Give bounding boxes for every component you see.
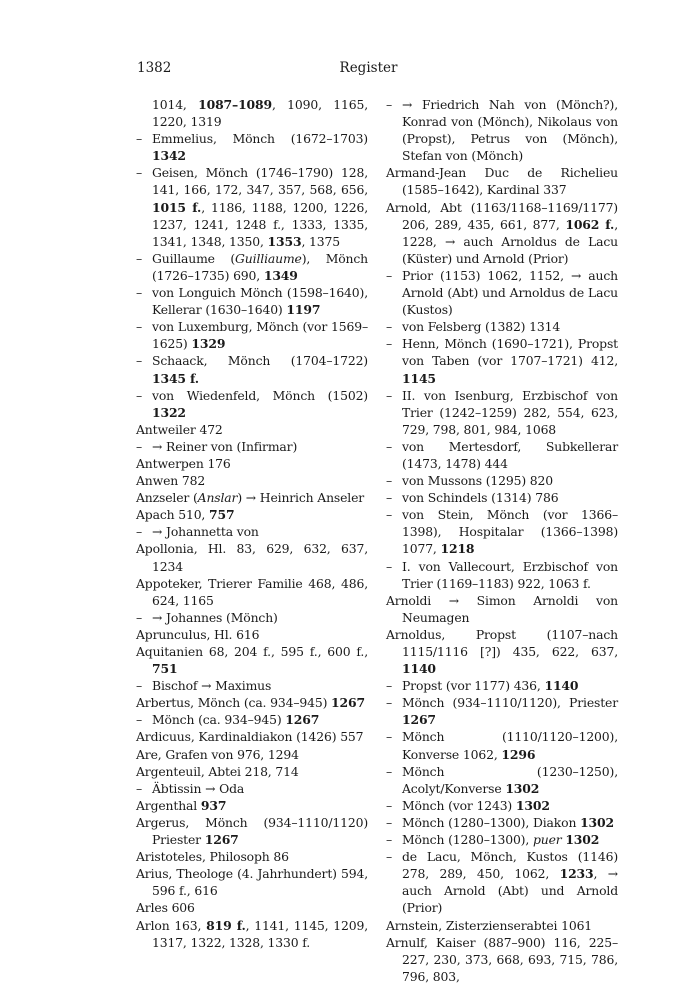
entry-text: → Johannetta von	[152, 524, 259, 540]
entry-text: Mönch (934–1110/1120), Priester 1267	[402, 695, 618, 728]
subentry-dash: –	[386, 797, 393, 813]
entry-text: Geisen, Mönch (1746–1790) 128, 141, 166, 172, 347, 357, 568, 656, 1015 f., 1186, 1188, 1200, 1226, 1237, 1241, 1248 f., 1333, 1335, 1341, 1348, 1350, 1353, 1375	[152, 165, 368, 249]
entry-text: von Luxemburg, Mönch (vor 1569–1625) 1329	[152, 319, 368, 352]
index-entry	[136, 694, 368, 711]
subentry-dash: –	[386, 473, 393, 489]
entry-text: → Friedrich Nah von (Mönch?), Konrad von (Mönch), Nikolaus von (Propst), Petrus von (Mönch), Stefan von (Mönch)	[402, 97, 618, 164]
index-subentry	[386, 506, 618, 557]
entry-text: Aristoteles, Philosoph 86	[136, 849, 289, 865]
entry-text: Mönch (1110/1120–1200), Konverse 1062, 1296	[402, 729, 618, 762]
subentry-dash: –	[386, 438, 393, 454]
index-subentry	[386, 831, 618, 848]
subentry-dash: –	[136, 780, 143, 796]
index-entry	[136, 917, 368, 951]
entry-text: → Reiner von (Infirmar)	[152, 438, 298, 454]
index-subentry	[136, 523, 368, 540]
index-entry-continuation	[136, 96, 368, 130]
entry-text: Mönch (vor 1243) 1302	[402, 797, 550, 813]
index-subentry	[386, 728, 618, 762]
page-header	[137, 60, 600, 82]
entry-text: II. von Isenburg, Erzbischof von Trier (1242–1259) 282, 554, 623, 729, 798, 801, 984, 1068	[402, 387, 618, 437]
subentry-dash: –	[386, 849, 393, 865]
index-subentry	[386, 558, 618, 592]
entry-text: Mönch (ca. 934–945) 1267	[152, 712, 320, 728]
subentry-dash: –	[386, 387, 393, 403]
index-entry	[136, 626, 368, 643]
running-title: Register	[339, 60, 398, 76]
entry-text: Are, Grafen von 976, 1294	[136, 746, 299, 762]
index-entry	[136, 814, 368, 848]
entry-text: Schaack, Mönch (1704–1722) 1345 f.	[152, 353, 368, 386]
index-entry	[136, 797, 368, 814]
index-entry	[136, 848, 368, 865]
index-subentry	[136, 780, 368, 797]
entry-text: von Longuich Mönch (1598–1640), Kellerar (1630–1640) 1197	[152, 285, 368, 318]
entry-text: Emmelius, Mönch (1672–1703) 1342	[152, 131, 368, 164]
index-subentry	[386, 335, 618, 386]
subentry-dash: –	[386, 814, 393, 830]
index-entry	[136, 643, 368, 677]
index-column-right	[386, 96, 618, 985]
index-subentry	[136, 677, 368, 694]
subentry-dash: –	[386, 678, 393, 694]
index-subentry	[136, 711, 368, 728]
entry-text: 1014, 1087–1089, 1090, 1165, 1220, 1319	[152, 97, 369, 130]
index-subentry	[386, 489, 618, 506]
subentry-dash: –	[386, 336, 393, 352]
index-subentry	[386, 267, 618, 318]
subentry-dash: –	[386, 97, 393, 112]
entry-text: von Mussons (1295) 820	[402, 473, 553, 489]
index-entry	[386, 917, 618, 934]
subentry-dash: –	[136, 712, 143, 728]
index-subentry	[136, 438, 368, 455]
entry-text: de Lacu, Mönch, Kustos (1146) 278, 289, 450, 1062, 1233, → auch Arnold (Abt) und Arnold (Prior)	[402, 849, 618, 916]
subentry-dash: –	[386, 507, 393, 523]
index-entry	[136, 455, 368, 472]
index-column-left	[136, 96, 368, 951]
entry-text: Arbertus, Mönch (ca. 934–945) 1267	[136, 695, 365, 711]
index-subentry	[386, 797, 618, 814]
subentry-dash: –	[386, 267, 393, 283]
index-subentry	[386, 472, 618, 489]
index-entry	[136, 489, 368, 506]
entry-text: von Felsberg (1382) 1314	[402, 319, 561, 335]
subentry-dash: –	[136, 285, 143, 301]
entry-text: Bischof → Maximus	[152, 678, 272, 694]
index-entry	[386, 199, 618, 267]
subentry-dash: –	[386, 319, 393, 335]
index-subentry	[136, 352, 368, 386]
entry-text: von Stein, Mönch (vor 1366–1398), Hospitalar (1366–1398) 1077, 1218	[402, 507, 618, 557]
index-entry	[136, 728, 368, 745]
index-subentry	[136, 284, 368, 318]
index-entry	[136, 865, 368, 899]
subentry-dash: –	[136, 165, 143, 181]
subentry-dash: –	[136, 387, 143, 403]
entry-text: Prior (1153) 1062, 1152, → auch Arnold (Abt) und Arnoldus de Lacu (Kustos)	[402, 267, 618, 318]
entry-text: Henn, Mönch (1690–1721), Propst von Taben (vor 1707–1721) 412, 1145	[402, 336, 618, 386]
entry-text: Mönch (1280–1300), puer 1302	[402, 832, 600, 848]
index-subentry	[136, 609, 368, 626]
entry-text: Arles 606	[136, 900, 195, 916]
entry-text: Armand-Jean Duc de Richelieu (1585–1642), Kardinal 337	[386, 165, 618, 198]
entry-text: Arius, Theologe (4. Jahrhundert) 594, 596 f., 616	[136, 866, 368, 899]
subentry-dash: –	[136, 678, 143, 694]
subentry-dash: –	[136, 524, 143, 540]
index-entry	[136, 763, 368, 780]
subentry-dash: –	[386, 832, 393, 848]
index-entry	[136, 506, 368, 523]
subentry-dash: –	[136, 353, 143, 369]
index-entry	[386, 164, 618, 198]
index-entry	[136, 540, 368, 574]
entry-text: Arnulf, Kaiser (887–900) 116, 225–227, 230, 373, 668, 693, 715, 786, 796, 803,	[386, 934, 618, 984]
subentry-dash: –	[136, 438, 143, 454]
index-subentry	[386, 848, 618, 916]
entry-text: Arnoldi → Simon Arnoldi von Neumagen	[386, 592, 618, 625]
index-entry	[136, 899, 368, 916]
entry-text: von Wiedenfeld, Mönch (1502) 1322	[152, 387, 368, 420]
entry-text: Ardicuus, Kardinaldiakon (1426) 557	[136, 729, 364, 745]
entry-text: I. von Vallecourt, Erzbischof von Trier (1169–1183) 922, 1063 f.	[402, 558, 618, 591]
subentry-dash: –	[136, 319, 143, 335]
index-subentry	[386, 387, 618, 438]
entry-text: Mönch (1280–1300), Diakon 1302	[402, 814, 614, 830]
index-entry	[136, 472, 368, 489]
index-subentry	[386, 677, 618, 694]
subentry-dash: –	[136, 609, 143, 625]
entry-text: Propst (vor 1177) 436, 1140	[402, 678, 579, 694]
entry-text: Mönch (1230–1250), Acolyt/Konverse 1302	[402, 763, 618, 796]
entry-text: Aquitanien 68, 204 f., 595 f., 600 f., 751	[136, 644, 368, 677]
entry-text: Aprunculus, Hl. 616	[136, 626, 260, 642]
subentry-dash: –	[386, 695, 393, 711]
index-entry	[386, 592, 618, 626]
entry-text: Anzseler (Anslar) → Heinrich Anseler	[136, 490, 365, 506]
entry-text: Argenthal 937	[136, 797, 227, 813]
index-entry	[136, 575, 368, 609]
index-subentry	[136, 130, 368, 164]
subentry-dash: –	[386, 558, 393, 574]
index-subentry	[136, 387, 368, 421]
entry-text: von Schindels (1314) 786	[402, 490, 559, 506]
entry-text: Arnold, Abt (1163/1168–1169/1177) 206, 289, 435, 661, 877, 1062 f., 1228, → auch Arnoldus de Lacu (Küster) und Arnold (Prior)	[386, 199, 619, 266]
page-number: 1382	[137, 60, 172, 76]
subentry-dash: –	[386, 490, 393, 506]
index-subentry	[136, 318, 368, 352]
entry-text: → Johannes (Mönch)	[152, 609, 278, 625]
entry-text: Argerus, Mönch (934–1110/1120) Priester 1267	[136, 814, 368, 848]
index-subentry	[386, 438, 618, 472]
subentry-dash: –	[136, 131, 143, 147]
entry-text: Äbtissin → Oda	[152, 780, 245, 796]
index-subentry	[386, 814, 618, 831]
index-subentry	[386, 694, 618, 728]
index-subentry	[386, 318, 618, 335]
entry-text: Guillaume (Guilliaume), Mönch (1726–1735) 690, 1349	[152, 250, 368, 283]
index-entry	[136, 421, 368, 438]
index-subentry	[136, 250, 368, 284]
entry-text: von Mertesdorf, Subkellerar (1473, 1478) 444	[402, 438, 618, 471]
entry-text: Argenteuil, Abtei 218, 714	[136, 763, 299, 779]
entry-text: Apollonia, Hl. 83, 629, 632, 637, 1234	[136, 541, 368, 574]
entry-text: Apach 510, 757	[136, 507, 235, 523]
entry-text: Arnstein, Zisterzienserabtei 1061	[386, 917, 593, 933]
entry-text: Antweiler 472	[136, 421, 223, 437]
index-entry	[386, 626, 618, 677]
index-subentry	[136, 164, 368, 249]
index-subentry	[386, 96, 618, 164]
entry-text: Arlon 163, 819 f., 1141, 1145, 1209, 1317, 1322, 1328, 1330 f.	[136, 917, 368, 950]
entry-text: Appoteker, Trierer Familie 468, 486, 624, 1165	[136, 575, 368, 608]
subentry-dash: –	[386, 763, 393, 779]
subentry-dash: –	[386, 729, 393, 745]
entry-text: Anwen 782	[136, 473, 206, 489]
index-entry	[136, 746, 368, 763]
subentry-dash: –	[136, 250, 143, 266]
entry-text: Antwerpen 176	[136, 455, 231, 471]
index-subentry	[386, 763, 618, 797]
entry-text: Arnoldus, Propst (1107–nach 1115/1116 [?]) 435, 622, 637, 1140	[386, 626, 618, 677]
index-entry	[386, 934, 618, 985]
